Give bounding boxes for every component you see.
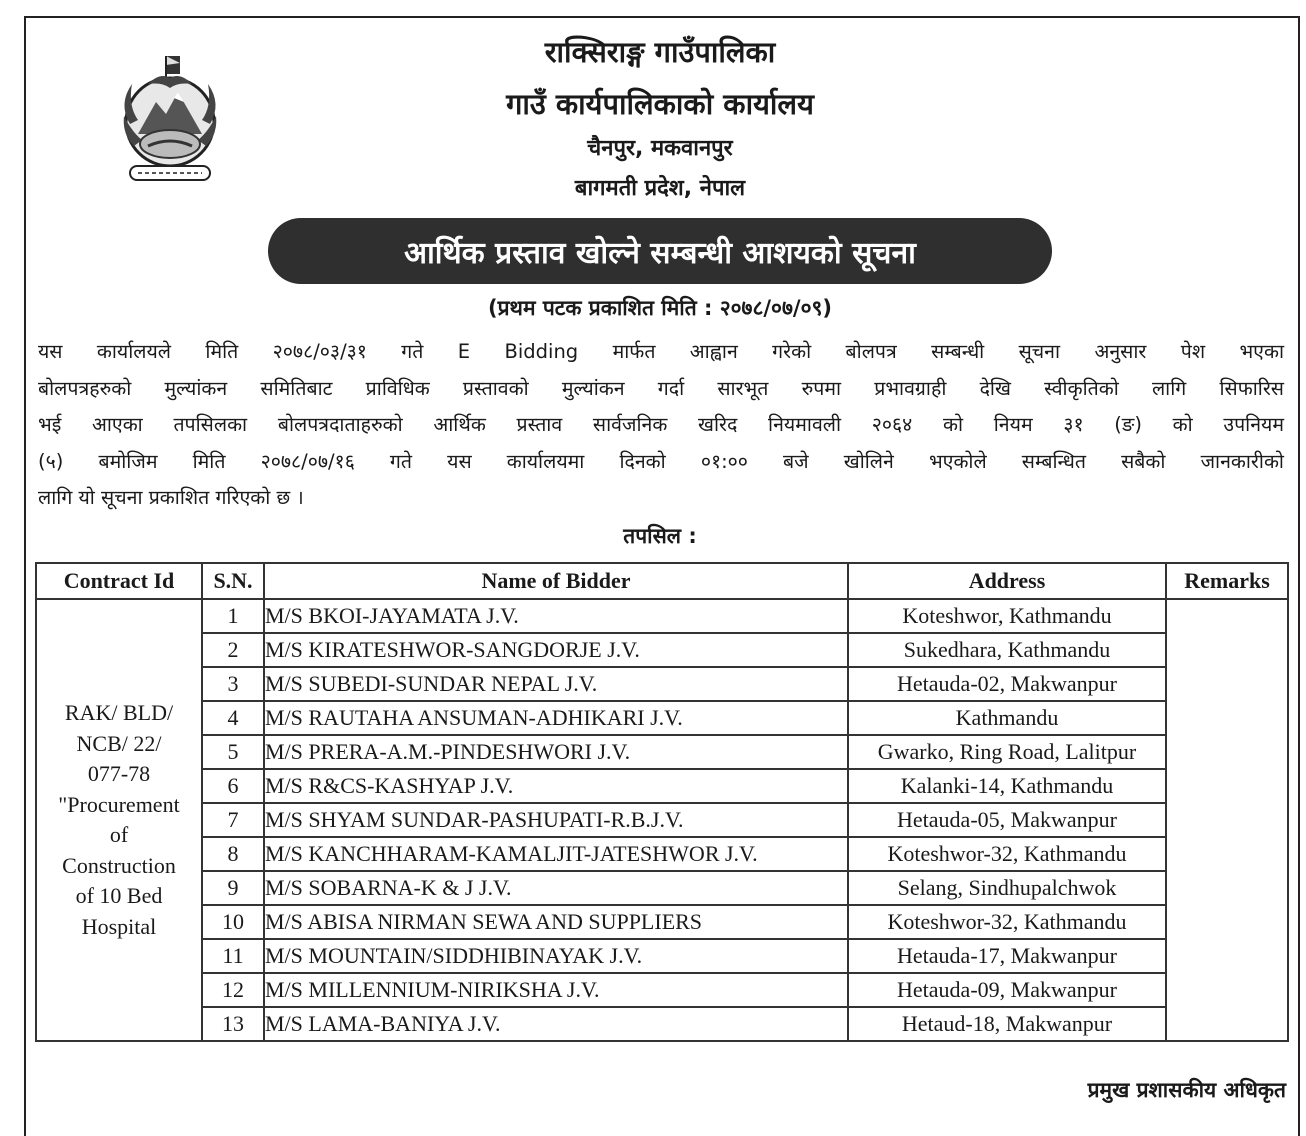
address-cell: Kalanki-14, Kathmandu xyxy=(848,769,1166,803)
address-cell: Hetauda-09, Makwanpur xyxy=(848,973,1166,1007)
serial-number-cell: 10 xyxy=(202,905,264,939)
remarks-cell xyxy=(1166,599,1288,1041)
bidder-name-cell: M/S KIRATESHWOR-SANGDORJE J.V. xyxy=(264,633,848,667)
column-header: Name of Bidder xyxy=(264,563,848,599)
office-location: चैनपुर, मकवानपुर xyxy=(587,136,733,161)
column-header: Address xyxy=(848,563,1166,599)
bidder-name-cell: M/S RAUTAHA ANSUMAN-ADHIKARI J.V. xyxy=(264,701,848,735)
table-row xyxy=(36,939,1288,973)
serial-number-cell: 6 xyxy=(202,769,264,803)
serial-number-cell: 7 xyxy=(202,803,264,837)
table-row xyxy=(36,667,1288,701)
table-row xyxy=(36,599,1288,633)
published-date: (प्रथम पटक प्रकाशित मिति : २०७८/०७/०९) xyxy=(487,296,833,320)
notice-title-text: आर्थिक प्रस्ताव खोल्ने सम्बन्धी आशयको सूचना xyxy=(404,235,916,271)
bidder-name-cell: M/S R&CS-KASHYAP J.V. xyxy=(264,769,848,803)
municipality-name: राक्सिराङ्ग गाउँपालिका xyxy=(544,35,776,69)
province-country: बागमती प्रदेश, नेपाल xyxy=(574,176,746,201)
address-cell: Hetauda-02, Makwanpur xyxy=(848,667,1166,701)
bidder-name-cell: M/S BKOI-JAYAMATA J.V. xyxy=(264,599,848,633)
bidder-name-cell: M/S SOBARNA-K & J J.V. xyxy=(264,871,848,905)
table-row xyxy=(36,871,1288,905)
table-row xyxy=(36,803,1288,837)
table-row xyxy=(36,701,1288,735)
address-cell: Selang, Sindhupalchwok xyxy=(848,871,1166,905)
body-line: यस कार्यालयले मिति २०७८/०३/३१ गते E Bidding मार्फत आह्वान गरेको बोलपत्र सम्बन्धी सूचना अनुसार पेश भएका xyxy=(38,340,1284,363)
serial-number-cell: 2 xyxy=(202,633,264,667)
office-name: गाउँ कार्यपालिकाको कार्यालय xyxy=(506,87,814,121)
column-header: S.N. xyxy=(202,563,264,599)
serial-number-cell: 3 xyxy=(202,667,264,701)
contract-id-cell xyxy=(36,599,202,1041)
table-row xyxy=(36,837,1288,871)
contract-id-line: of xyxy=(109,822,129,847)
body-line: (५) बमोजिम मिति २०७८/०७/१६ गते यस कार्यालयमा दिनको ०१:०० बजे खोलिने भएकोले सम्बन्धित सबैको जानकारीको xyxy=(38,449,1284,473)
body-line: लागि यो सूचना प्रकाशित गरिएको छ । xyxy=(38,486,304,509)
bidder-name-cell: M/S SUBEDI-SUNDAR NEPAL J.V. xyxy=(264,667,848,701)
address-cell: Koteshwor-32, Kathmandu xyxy=(848,837,1166,871)
bidder-name-cell: M/S PRERA-A.M.-PINDESHWORI J.V. xyxy=(264,735,848,769)
serial-number-cell: 12 xyxy=(202,973,264,1007)
contract-id-line: NCB/ 22/ xyxy=(76,730,162,756)
bidder-name-cell: M/S ABISA NIRMAN SEWA AND SUPPLIERS xyxy=(264,905,848,939)
bidder-name-cell: M/S KANCHHARAM-KAMALJIT-JATESHWOR J.V. xyxy=(264,837,848,871)
column-header: Contract Id xyxy=(36,563,202,599)
signatory-title: प्रमुख प्रशासकीय अधिकृत xyxy=(1087,1078,1286,1102)
serial-number-cell: 4 xyxy=(202,701,264,735)
table-row xyxy=(36,633,1288,667)
address-cell: Hetauda-17, Makwanpur xyxy=(848,939,1166,973)
bidder-name-cell: M/S SHYAM SUNDAR-PASHUPATI-R.B.J.V. xyxy=(264,803,848,837)
body-line: भई आएका तपसिलका बोलपत्रदाताहरुको आर्थिक प्रस्ताव सार्वजनिक खरिद नियमावली २०६४ को नियम ३१ (ङ) को उपनियम xyxy=(38,413,1284,436)
contract-id-line: of 10 Bed xyxy=(75,883,163,908)
bidder-name-cell: M/S MOUNTAIN/SIDDHIBINAYAK J.V. xyxy=(264,939,848,973)
serial-number-cell: 8 xyxy=(202,837,264,871)
address-cell: Kathmandu xyxy=(848,701,1166,735)
contract-id-line: RAK/ BLD/ xyxy=(64,700,174,725)
notice-body xyxy=(38,334,1284,517)
nepal-government-emblem-icon xyxy=(108,54,232,188)
table-row xyxy=(36,905,1288,939)
serial-number-cell: 9 xyxy=(202,871,264,905)
contract-id-line: Hospital xyxy=(81,913,157,939)
notice-title xyxy=(268,218,1052,284)
table-row xyxy=(36,769,1288,803)
contract-id-line: 077-78 xyxy=(87,761,151,786)
table-row xyxy=(36,973,1288,1007)
details-heading: तपसिल : xyxy=(623,524,697,548)
address-cell: Hetauda-05, Makwanpur xyxy=(848,803,1166,837)
address-cell: Gwarko, Ring Road, Lalitpur xyxy=(848,735,1166,769)
address-cell: Koteshwor-32, Kathmandu xyxy=(848,905,1166,939)
address-cell: Sukedhara, Kathmandu xyxy=(848,633,1166,667)
serial-number-cell: 5 xyxy=(202,735,264,769)
table-header-row xyxy=(36,563,1288,599)
address-cell: Hetaud-18, Makwanpur xyxy=(848,1007,1166,1041)
table-row xyxy=(36,735,1288,769)
serial-number-cell: 11 xyxy=(202,939,264,973)
bidders-table xyxy=(35,562,1289,1042)
bidder-name-cell: M/S MILLENNIUM-NIRIKSHA J.V. xyxy=(264,973,848,1007)
serial-number-cell: 1 xyxy=(202,599,264,633)
column-header: Remarks xyxy=(1166,563,1288,599)
bidder-name-cell: M/S LAMA-BANIYA J.V. xyxy=(264,1007,848,1041)
table-row xyxy=(36,1007,1288,1041)
contract-id-line: "Procurement xyxy=(58,791,180,817)
contract-id-line: Construction xyxy=(62,852,176,878)
body-line: बोलपत्रहरुको मुल्यांकन समितिबाट प्राविधिक प्रस्तावको मुल्यांकन गर्दा सारभूत रुपमा प्रभावग्राही देखि स्वीकृतिको लागि सिफारिस xyxy=(38,376,1284,400)
address-cell: Koteshwor, Kathmandu xyxy=(848,599,1166,633)
serial-number-cell: 13 xyxy=(202,1007,264,1041)
